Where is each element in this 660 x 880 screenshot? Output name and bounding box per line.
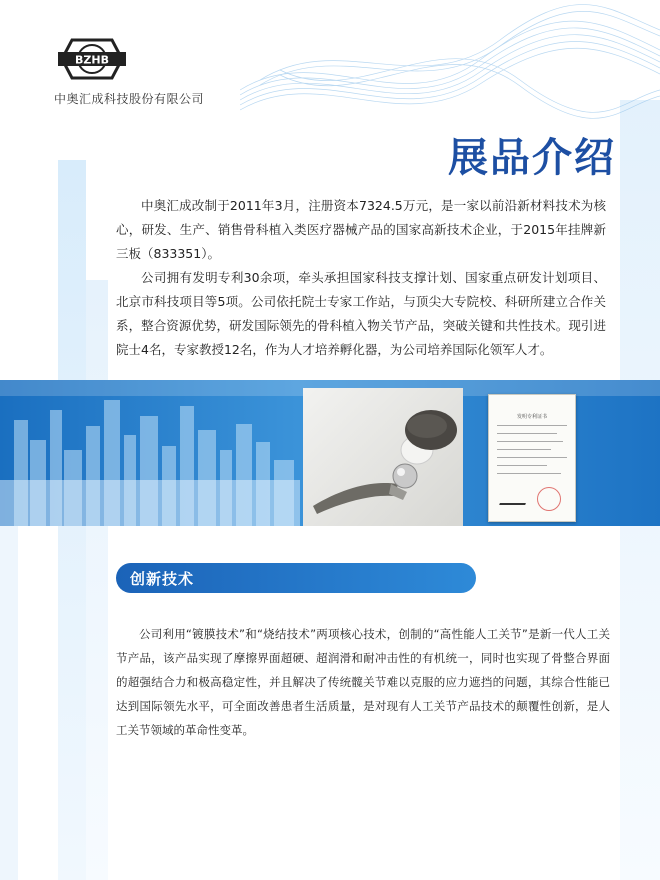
- intro-paragraph: 中奥汇成改制于2011年3月，注册资本7324.5万元，是一家以前沿新材料技术为核心，研发、生产、销售骨科植入类医疗器械产品的国家高新技术企业，于2015年挂牌新三板（833351）。: [116, 198, 606, 261]
- wave-decoration: [240, 0, 660, 140]
- artificial-joint-photo: [303, 388, 463, 526]
- intro-text: [116, 194, 606, 362]
- seal-icon: [537, 487, 561, 511]
- signature-icon: [499, 495, 529, 505]
- patent-certificate-image: [488, 394, 576, 522]
- page-title: 展品介绍: [448, 135, 616, 181]
- intro-paragraph: 公司拥有发明专利30余项，牵头承担国家科技支撑计划、国家重点研发计划项目、北京市科技项目等5项。公司依托院士专家工作站，与顶尖大专院校、科研所建立合作关系，整合资源优势，研发国际领先的骨科植入物关节产品，突破关键和共性技术。现引进院士4名，专家教授12名，作为人才培养孵化器，为公司培养国际化领军人才。: [116, 270, 606, 357]
- decor-bar: [86, 280, 108, 880]
- artificial-joint-icon: [303, 388, 463, 526]
- logo-text: BZHB: [75, 53, 109, 67]
- company-logo: [54, 36, 130, 82]
- section-title: 创新技术: [130, 570, 195, 588]
- innovation-paragraph: 公司利用“镀膜技术”和“烧结技术”两项核心技术，创制的“高性能人工关节”是新一代人工关节产品，该产品实现了摩擦界面超硬、超润滑和耐冲击性的有机统一，同时也实现了骨整合界面的超强结合力和极高稳定性，并且解决了传统髋关节难以克服的应力遮挡的问题，其综合性能已达到国际领先水平，可全面改善患者生活质量，是对现有人工关节产品技术的颠覆性创新，是人工关节领域的革命性变革。: [116, 627, 610, 737]
- company-name: 中奥汇成科技股份有限公司: [54, 92, 205, 106]
- innovation-text: [116, 622, 610, 742]
- certificate-title: 发明专利证书: [516, 414, 547, 420]
- city-skyline-image: [0, 380, 300, 526]
